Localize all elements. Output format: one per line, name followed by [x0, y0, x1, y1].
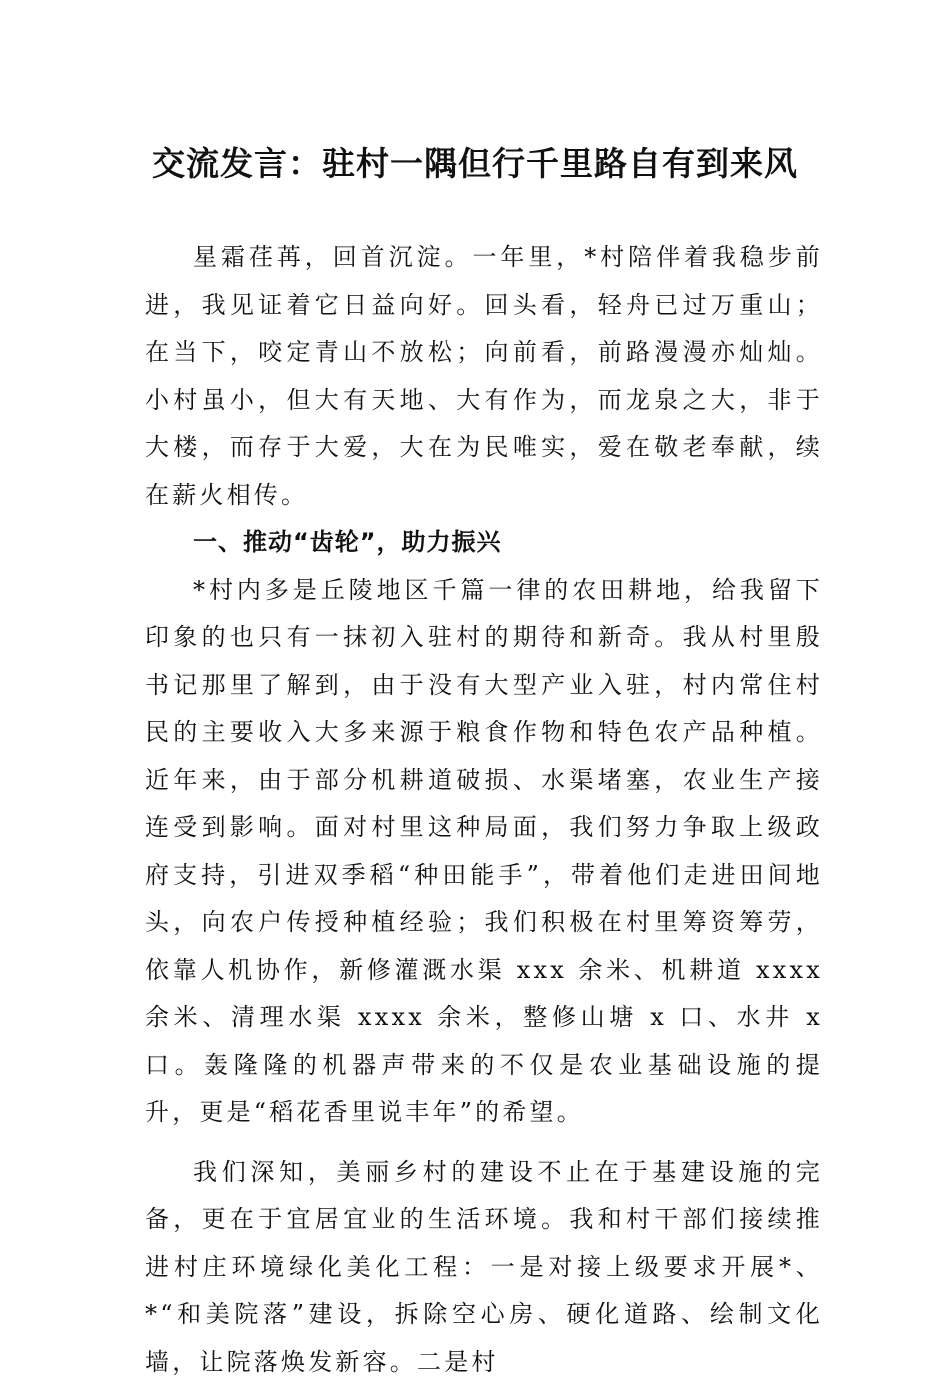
- paragraph-intro: 星霜荏苒，回首沉淀。一年里，*村陪伴着我稳步前进，我见证着它日益向好。回头看，轻舟已过万重山；在当下，咬定青山不放松；向前看，前路漫漫亦灿灿。小村虽小，但大有天地、大有作为，而龙泉之大，非于大楼，而存于大爱，大在为民唯实，爱在敬老奉献，续在薪火相传。: [145, 234, 823, 519]
- paragraph-section-1: *村内多是丘陵地区千篇一律的农田耕地，给我留下印象的也只有一抹初入驻村的期待和新奇。我从村里殷书记那里了解到，由于没有大型产业入驻，村内常住村民的主要收入大多来源于粮食作物和特色农产品种植。近年来，由于部分机耕道破损、水渠堵塞，农业生产接连受到影响。面对村里这种局面，我们努力争取上级政府支持，引进双季稻“种田能手”，带着他们走进田间地头，向农户传授种植经验；我们积极在村里筹资筹劳，依靠人机协作，新修灌溉水渠 xxx 余米、机耕道 xxxx 余米、清理水渠 xxxx 余米，整修山塘 x 口、水井 x 口。轰隆隆的机器声带来的不仅是农业基础设施的提升，更是“稻花香里说丰年”的希望。: [145, 567, 823, 1137]
- section-heading: 一、推动“齿轮”，助力振兴: [145, 519, 823, 567]
- document-title: 交流发言：驻村一隅但行千里路自有到来风: [0, 138, 950, 185]
- document-body: [145, 234, 823, 1386]
- paragraph-section-1-continued: 我们深知，美丽乡村的建设不止在于基建设施的完备，更在于宜居宜业的生活环境。我和村干部们接续推进村庄环境绿化美化工程：一是对接上级要求开展*、*“和美院落”建设，拆除空心房、硬化道路、绘制文化墙，让院落焕发新容。二是村: [145, 1149, 823, 1386]
